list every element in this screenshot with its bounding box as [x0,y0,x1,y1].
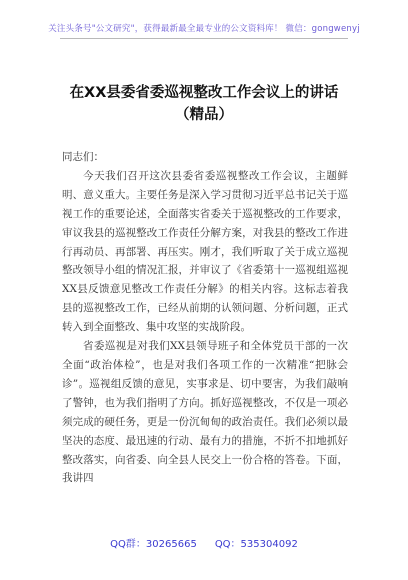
header-divider [60,38,348,39]
greeting: 同志们： [62,151,104,163]
footer-qq-group: QQ群：30265665 [110,539,197,550]
footer-qq: QQ：535304092 [214,539,298,550]
document-title: 在XX县委省委巡视整改工作会议上的讲话（精品） [69,85,339,123]
paragraph: 省委巡视是对我们XX县领导班子和全体党员干部的一次全面“政治体检”，也是对我们各项工作的一次精准“把脉会诊”。巡视组反馈的意见，实事求是、切中要害，为我们敲响了警钟，也为我们指明了方向。抓好巡视整改，不仅是一项必须完成的硬任务，更是一份沉甸甸的政治责任。我们必须以最坚决的态度、最迅速的行动、最有力的措施，不折不扣地抓好整改落实，向省委、向全县人民交上一份合格的答卷。下面，我讲四 [62,340,348,485]
footer-contact [0,535,408,550]
paragraph: 今天我们召开这次县委省委巡视整改工作会议，主题鲜明、意义重大。主要任务是深入学习贯彻习近平总书记关于巡视工作的重要论述，全面落实省委关于巡视整改的工作要求，审议我县的巡视整改工作责任分解方案，对我县的整改工作进行再动员、再部署、再压实。刚才，我们听取了关于成立巡视整改领导小组的情况汇报，并审议了《省委第十一巡视组巡视XX县反馈意见整改工作责任分解》的相关内容。这标志着我县的巡视整改工作，已经从前期的认领问题、分析问题，正式转入到全面整改、集中攻坚的实战阶段。 [62,169,348,334]
header-promo-text: 关注头条号"公文研究"，获得最新最全最专业的公文资料库！ 微信：gongwenyj [48,24,360,34]
document-body [62,148,348,488]
